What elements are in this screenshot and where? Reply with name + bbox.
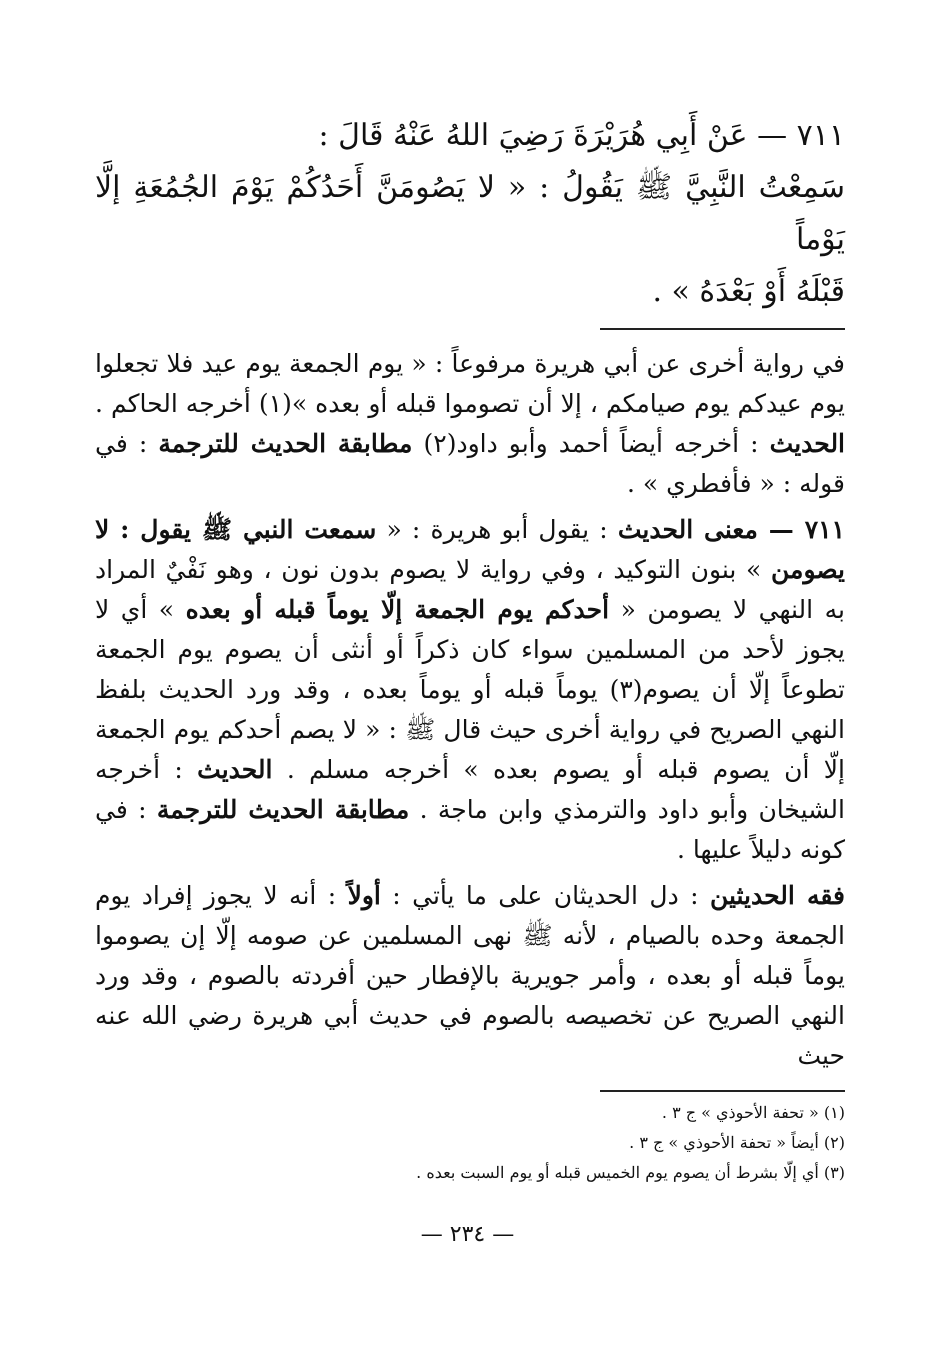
label-hadith: الحديث <box>769 429 846 458</box>
page-number: — ٢٣٤ — <box>420 1222 515 1247</box>
hadith-line-3: قَبْلَهُ أَوْ بَعْدَهُ » . <box>652 274 845 309</box>
commentary <box>95 344 845 1076</box>
hadith-line-1: ٧١١ — عَنْ أَبِي هُرَيْرَةَ رَضِيَ اللهُ عَنْهُ قَالَ : <box>318 118 845 153</box>
meaning-quote-1: سمعت النبي ﷺ يقول : لا يصومن <box>95 515 845 584</box>
match-text: : في قوله : « فأفطري » . <box>95 429 845 498</box>
narration-text: في رواية أخرى عن أبي هريرة مرفوعاً : « يوم الجمعة يوم عيد فلا تجعلوا يوم عيدكم يوم صيامكم ، إلا أن تصوموا قبله أو بعده »(١) أخرجه الحاكم . <box>95 349 845 418</box>
commentary-paragraph-fiqh <box>95 876 845 1076</box>
book-page <box>95 110 845 1188</box>
label-first: أولاً <box>347 881 381 910</box>
label-title-match-2: مطابقة الحديث للترجمة <box>156 795 410 824</box>
commentary-paragraph-meaning <box>95 510 845 870</box>
footnote-2: (٢) أيضاً « تحفة الأحوذي » ج ٣ . <box>629 1133 845 1152</box>
label-fiqh: فقه الحديثين <box>709 881 845 910</box>
hadith-line-2: سَمِعْتُ النَّبِيَّ ﷺ يَقُولُ : « لا يَصُومَنَّ أَحَدُكُمْ يَوْمَ الجُمُعَةِ إلَّا يَوْماً <box>95 170 845 257</box>
commentary-paragraph-narration <box>95 344 845 504</box>
hadith-separator <box>600 328 845 330</box>
meaning-detail: » أي لا يجوز لأحد من المسلمين سواء كان ذكراً أو أنثى أن يصوم يوم الجمعة تطوعاً إلّا أن يصوم(٣) يوماً قبله أو يوماً بعده ، وقد ورد الحديث بلفظ النهي الصريح في رواية أخرى حيث قال ﷺ : « لا يصم أحدكم يوم الجمعة إلّا أن يصوم قبله أو يصوم بعده » أخرجه مسلم . <box>95 595 845 784</box>
footnote-1: (١) « تحفة الأحوذي » ج ٣ . <box>661 1103 845 1122</box>
fiqh-intro: : دل الحديثان على ما يأتي : <box>392 881 699 910</box>
label-title-match: مطابقة الحديث للترجمة <box>158 429 413 458</box>
fiqh-text: : أنه لا يجوز إفراد يوم الجمعة وحده بالصيام ، لأنه ﷺ نهى المسلمين عن صومه إلّا إن يصوموا يوماً قبله أو بعده ، وأمر جويرية بالإفطار حين أفردته بالصوم ، وقد ورد النهي الصريح عن تخصيصه بالصوم في حديث أبي هريرة رضي الله عنه حيث <box>95 881 845 1070</box>
takhrij-text: : أخرجه أيضاً أحمد وأبو داود(٢) <box>423 429 759 458</box>
meaning-intro: : يقول أبو هريرة : « <box>386 515 608 544</box>
label-hadith-2: الحديث <box>197 755 273 784</box>
footnote-separator <box>600 1090 845 1092</box>
label-meaning: ٧١١ — معنى الحديث <box>617 515 845 544</box>
takhrij-text-2: : أخرجه الشيخان وأبو داود والترمذي وابن ماجة . <box>95 755 845 824</box>
meaning-quote-2: أحدكم يوم الجمعة إلّا يوماً قبله أو بعده <box>185 595 610 624</box>
meaning-explanation: » بنون التوكيد ، وفي رواية لا يصوم بدون نون ، وهو نَفْيٌ المراد به النهي لا يصومن « <box>95 555 845 624</box>
match-text-2: : في كونه دليلاً عليها . <box>95 795 845 864</box>
footnote-3: (٣) أي إلّا بشرط أن يصوم يوم الخميس قبله أو يوم السبت بعده . <box>416 1163 845 1182</box>
hadith-text <box>95 110 845 318</box>
footnotes <box>95 1098 845 1188</box>
